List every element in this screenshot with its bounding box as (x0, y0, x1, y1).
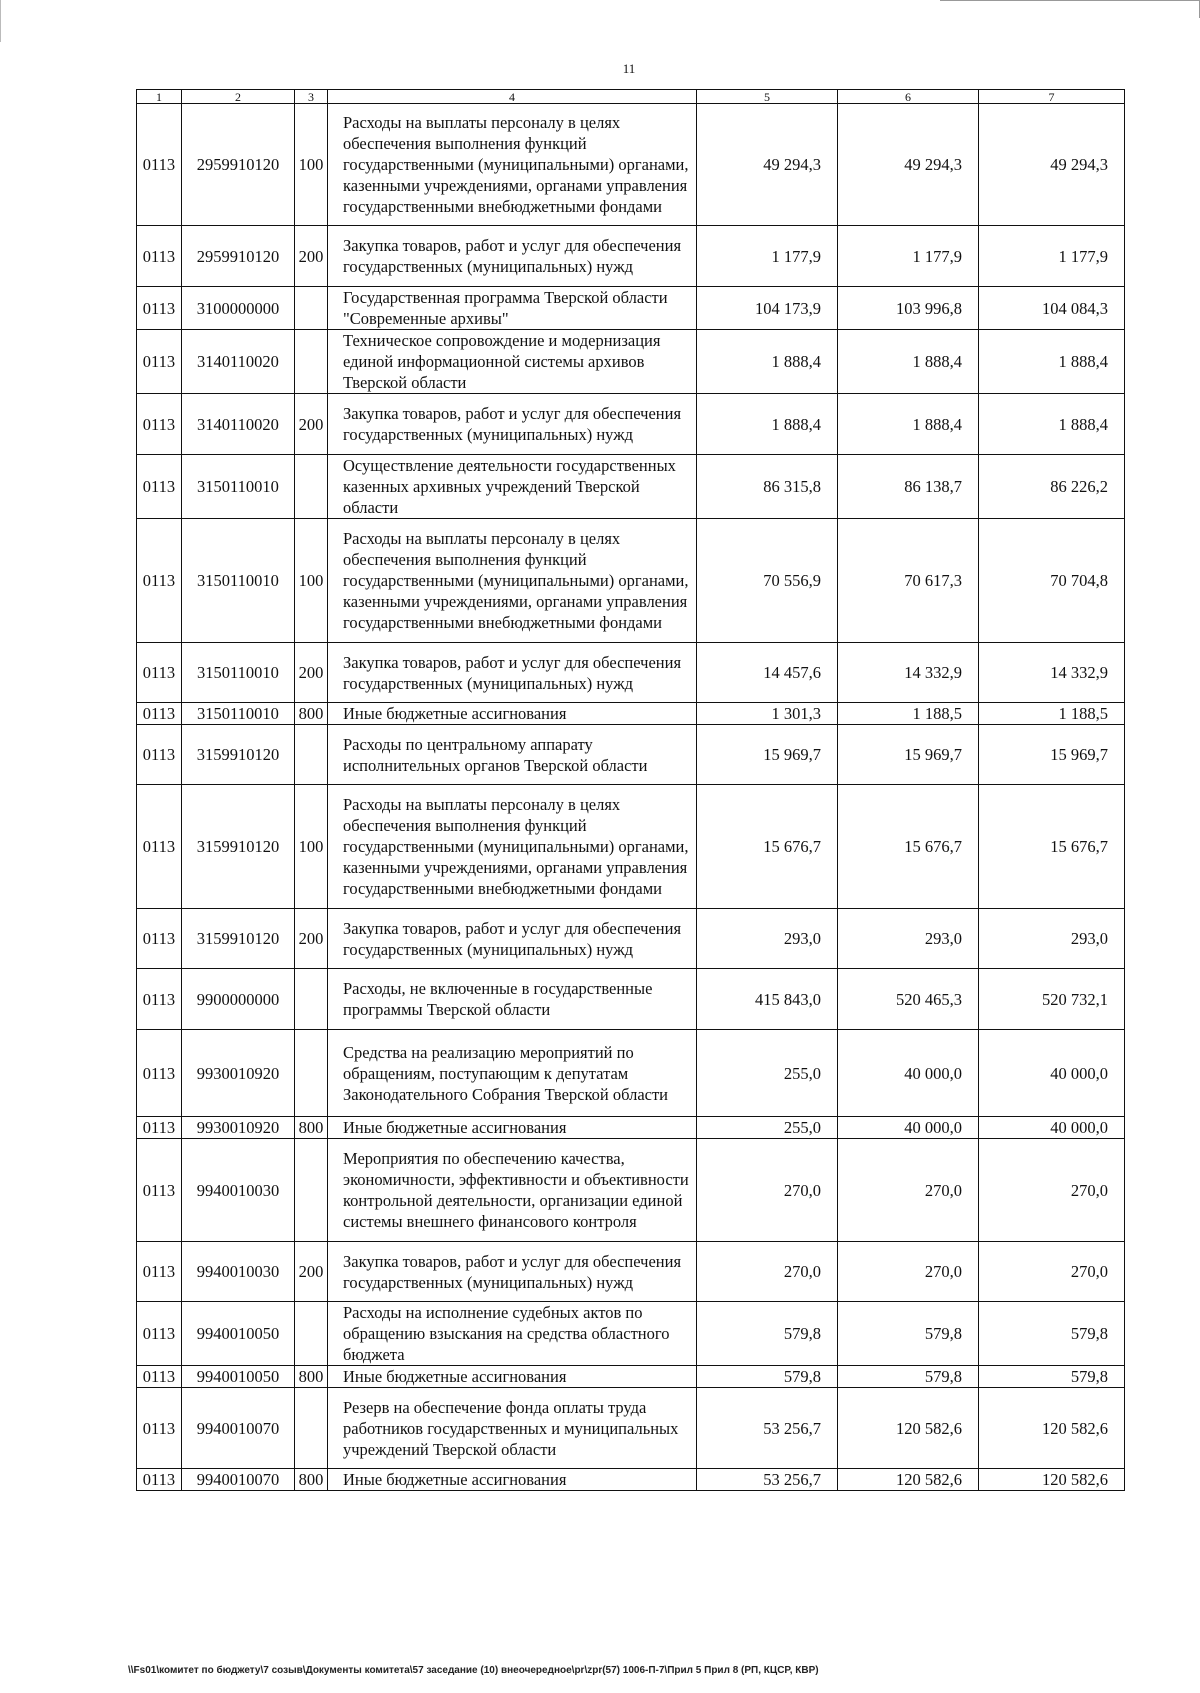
section-code-cell: 0113 (137, 643, 182, 703)
expense-type-cell: 100 (295, 104, 328, 226)
expense-type-cell: 800 (295, 703, 328, 725)
target-code-cell: 9930010920 (182, 1030, 295, 1117)
target-code-cell: 3140110020 (182, 330, 295, 394)
amount-col5-cell: 1 177,9 (697, 226, 838, 287)
target-code-cell: 3140110020 (182, 394, 295, 455)
item-name-cell: Мероприятия по обеспечению качества, экономичности, эффективности и объективности контрольной деятельности, организации единой системы внешнего финансового контроля (328, 1139, 697, 1242)
amount-col7-cell: 40 000,0 (979, 1117, 1125, 1139)
amount-col6-cell: 270,0 (838, 1242, 979, 1302)
amount-col7-cell: 1 888,4 (979, 394, 1125, 455)
expense-type-cell: 800 (295, 1469, 328, 1491)
file-path-footer: \\Fs01\комитет по бюджету\7 созыв\Документы комитета\57 заседание (10) внеочередное\pr\zpr(57) 1006-П-7\Прил 5 Прил 8 (РП, КЦСР, КВР) (128, 1665, 819, 1676)
section-code-cell: 0113 (137, 1242, 182, 1302)
section-code-cell: 0113 (137, 969, 182, 1030)
header-row (137, 90, 1125, 104)
amount-col7-cell: 70 704,8 (979, 519, 1125, 643)
table-row (137, 1242, 1125, 1302)
section-code-cell: 0113 (137, 287, 182, 330)
table-row (137, 1469, 1125, 1491)
item-name-cell: Средства на реализацию мероприятий по обращениям, поступающим к депутатам Законодательного Собрания Тверской области (328, 1030, 697, 1117)
item-name-cell: Иные бюджетные ассигнования (328, 703, 697, 725)
expense-type-cell: 100 (295, 519, 328, 643)
target-code-cell: 9940010030 (182, 1139, 295, 1242)
target-code-cell: 3159910120 (182, 909, 295, 969)
amount-col7-cell: 120 582,6 (979, 1469, 1125, 1491)
amount-col7-cell: 15 969,7 (979, 725, 1125, 785)
item-name-cell: Расходы на выплаты персоналу в целях обеспечения выполнения функций государственными (муниципальными) органами, казенными учреждениями, органами управления государственными внебюджетными фондами (328, 104, 697, 226)
target-code-cell: 3150110010 (182, 643, 295, 703)
amount-col7-cell: 86 226,2 (979, 455, 1125, 519)
amount-col7-cell: 14 332,9 (979, 643, 1125, 703)
amount-col5-cell: 1 301,3 (697, 703, 838, 725)
expense-type-cell: 200 (295, 394, 328, 455)
target-code-cell: 9930010920 (182, 1117, 295, 1139)
item-name-cell: Расходы на выплаты персоналу в целях обеспечения выполнения функций государственными (муниципальными) органами, казенными учреждениями, органами управления государственными внебюджетными фондами (328, 785, 697, 909)
amount-col6-cell: 120 582,6 (838, 1388, 979, 1469)
amount-col7-cell: 579,8 (979, 1366, 1125, 1388)
table-row (137, 909, 1125, 969)
expense-type-cell (295, 969, 328, 1030)
amount-col7-cell: 104 084,3 (979, 287, 1125, 330)
amount-col5-cell: 579,8 (697, 1366, 838, 1388)
amount-col7-cell: 293,0 (979, 909, 1125, 969)
amount-col5-cell: 49 294,3 (697, 104, 838, 226)
expense-type-cell: 800 (295, 1366, 328, 1388)
section-code-cell: 0113 (137, 703, 182, 725)
expense-type-cell (295, 455, 328, 519)
item-name-cell: Резерв на обеспечение фонда оплаты труда работников государственных и муниципальных учреждений Тверской области (328, 1388, 697, 1469)
amount-col5-cell: 104 173,9 (697, 287, 838, 330)
table-row (137, 226, 1125, 287)
amount-col6-cell: 1 188,5 (838, 703, 979, 725)
table-row (137, 1117, 1125, 1139)
item-name-cell: Иные бюджетные ассигнования (328, 1117, 697, 1139)
amount-col5-cell: 255,0 (697, 1117, 838, 1139)
amount-col6-cell: 293,0 (838, 909, 979, 969)
item-name-cell: Закупка товаров, работ и услуг для обеспечения государственных (муниципальных) нужд (328, 909, 697, 969)
amount-col7-cell: 49 294,3 (979, 104, 1125, 226)
amount-col7-cell: 15 676,7 (979, 785, 1125, 909)
table-row (137, 1388, 1125, 1469)
target-code-cell: 3150110010 (182, 703, 295, 725)
target-code-cell: 3150110010 (182, 519, 295, 643)
amount-col7-cell: 579,8 (979, 1302, 1125, 1366)
target-code-cell: 2959910120 (182, 226, 295, 287)
column-header: 3 (295, 90, 328, 104)
amount-col7-cell: 270,0 (979, 1242, 1125, 1302)
section-code-cell: 0113 (137, 1388, 182, 1469)
amount-col6-cell: 15 969,7 (838, 725, 979, 785)
item-name-cell: Иные бюджетные ассигнования (328, 1469, 697, 1491)
table-row (137, 969, 1125, 1030)
section-code-cell: 0113 (137, 1117, 182, 1139)
amount-col7-cell: 120 582,6 (979, 1388, 1125, 1469)
section-code-cell: 0113 (137, 1302, 182, 1366)
column-header: 1 (137, 90, 182, 104)
item-name-cell: Государственная программа Тверской области "Современные архивы" (328, 287, 697, 330)
expense-type-cell (295, 1388, 328, 1469)
expense-type-cell: 200 (295, 226, 328, 287)
amount-col5-cell: 53 256,7 (697, 1388, 838, 1469)
item-name-cell: Техническое сопровождение и модернизация единой информационной системы архивов Тверской области (328, 330, 697, 394)
item-name-cell: Осуществление деятельности государственных казенных архивных учреждений Тверской области (328, 455, 697, 519)
amount-col5-cell: 53 256,7 (697, 1469, 838, 1491)
column-header: 2 (182, 90, 295, 104)
item-name-cell: Расходы, не включенные в государственные программы Тверской области (328, 969, 697, 1030)
amount-col6-cell: 103 996,8 (838, 287, 979, 330)
section-code-cell: 0113 (137, 1469, 182, 1491)
section-code-cell: 0113 (137, 1366, 182, 1388)
item-name-cell: Иные бюджетные ассигнования (328, 1366, 697, 1388)
amount-col6-cell: 70 617,3 (838, 519, 979, 643)
item-name-cell: Расходы на выплаты персоналу в целях обеспечения выполнения функций государственными (муниципальными) органами, казенными учреждениями, органами управления государственными внебюджетными фондами (328, 519, 697, 643)
amount-col7-cell: 40 000,0 (979, 1030, 1125, 1117)
item-name-cell: Закупка товаров, работ и услуг для обеспечения государственных (муниципальных) нужд (328, 394, 697, 455)
target-code-cell: 2959910120 (182, 104, 295, 226)
amount-col5-cell: 1 888,4 (697, 394, 838, 455)
target-code-cell: 3159910120 (182, 785, 295, 909)
table-row (137, 1302, 1125, 1366)
section-code-cell: 0113 (137, 1139, 182, 1242)
expense-type-cell: 100 (295, 785, 328, 909)
table-row (137, 725, 1125, 785)
expense-type-cell (295, 1030, 328, 1117)
column-header: 4 (328, 90, 697, 104)
item-name-cell: Расходы на исполнение судебных актов по обращению взыскания на средства областного бюджета (328, 1302, 697, 1366)
amount-col6-cell: 579,8 (838, 1302, 979, 1366)
table-row (137, 330, 1125, 394)
amount-col5-cell: 415 843,0 (697, 969, 838, 1030)
amount-col7-cell: 520 732,1 (979, 969, 1125, 1030)
section-code-cell: 0113 (137, 785, 182, 909)
amount-col5-cell: 70 556,9 (697, 519, 838, 643)
amount-col5-cell: 1 888,4 (697, 330, 838, 394)
amount-col5-cell: 270,0 (697, 1242, 838, 1302)
amount-col6-cell: 1 888,4 (838, 394, 979, 455)
table-row (137, 703, 1125, 725)
table-row (137, 287, 1125, 330)
page-number: 11 (622, 61, 636, 76)
amount-col5-cell: 15 676,7 (697, 785, 838, 909)
target-code-cell: 9940010030 (182, 1242, 295, 1302)
expense-type-cell (295, 1139, 328, 1242)
table-row (137, 455, 1125, 519)
item-name-cell: Закупка товаров, работ и услуг для обеспечения государственных (муниципальных) нужд (328, 643, 697, 703)
table-row (137, 519, 1125, 643)
expense-type-cell (295, 1302, 328, 1366)
target-code-cell: 9900000000 (182, 969, 295, 1030)
table-row (137, 104, 1125, 226)
section-code-cell: 0113 (137, 909, 182, 969)
scan-edge-mark (0, 0, 1, 42)
amount-col7-cell: 1 177,9 (979, 226, 1125, 287)
table-row (137, 1030, 1125, 1117)
amount-col6-cell: 1 177,9 (838, 226, 979, 287)
amount-col5-cell: 14 457,6 (697, 643, 838, 703)
column-header: 7 (979, 90, 1125, 104)
table-row (137, 1366, 1125, 1388)
amount-col6-cell: 520 465,3 (838, 969, 979, 1030)
amount-col6-cell: 86 138,7 (838, 455, 979, 519)
amount-col6-cell: 15 676,7 (838, 785, 979, 909)
section-code-cell: 0113 (137, 725, 182, 785)
scan-edge-mark (940, 0, 1200, 1)
amount-col6-cell: 1 888,4 (838, 330, 979, 394)
section-code-cell: 0113 (137, 519, 182, 643)
expense-type-cell: 200 (295, 909, 328, 969)
target-code-cell: 3150110010 (182, 455, 295, 519)
amount-col6-cell: 49 294,3 (838, 104, 979, 226)
amount-col5-cell: 255,0 (697, 1030, 838, 1117)
target-code-cell: 3159910120 (182, 725, 295, 785)
amount-col6-cell: 270,0 (838, 1139, 979, 1242)
amount-col6-cell: 120 582,6 (838, 1469, 979, 1491)
amount-col6-cell: 14 332,9 (838, 643, 979, 703)
budget-table (136, 89, 1125, 1491)
amount-col5-cell: 270,0 (697, 1139, 838, 1242)
amount-col5-cell: 86 315,8 (697, 455, 838, 519)
table-row (137, 1139, 1125, 1242)
section-code-cell: 0113 (137, 330, 182, 394)
amount-col5-cell: 15 969,7 (697, 725, 838, 785)
amount-col6-cell: 40 000,0 (838, 1030, 979, 1117)
target-code-cell: 9940010050 (182, 1302, 295, 1366)
section-code-cell: 0113 (137, 394, 182, 455)
target-code-cell: 3100000000 (182, 287, 295, 330)
section-code-cell: 0113 (137, 104, 182, 226)
amount-col5-cell: 293,0 (697, 909, 838, 969)
item-name-cell: Расходы по центральному аппарату исполнительных органов Тверской области (328, 725, 697, 785)
amount-col7-cell: 270,0 (979, 1139, 1125, 1242)
target-code-cell: 9940010070 (182, 1388, 295, 1469)
expense-type-cell: 200 (295, 1242, 328, 1302)
expense-type-cell (295, 287, 328, 330)
expense-type-cell: 800 (295, 1117, 328, 1139)
item-name-cell: Закупка товаров, работ и услуг для обеспечения государственных (муниципальных) нужд (328, 1242, 697, 1302)
section-code-cell: 0113 (137, 1030, 182, 1117)
section-code-cell: 0113 (137, 226, 182, 287)
amount-col6-cell: 579,8 (838, 1366, 979, 1388)
target-code-cell: 9940010070 (182, 1469, 295, 1491)
expense-type-cell (295, 725, 328, 785)
table-row (137, 785, 1125, 909)
amount-col5-cell: 579,8 (697, 1302, 838, 1366)
table-row (137, 394, 1125, 455)
amount-col6-cell: 40 000,0 (838, 1117, 979, 1139)
expense-type-cell: 200 (295, 643, 328, 703)
column-header: 6 (838, 90, 979, 104)
amount-col7-cell: 1 888,4 (979, 330, 1125, 394)
target-code-cell: 9940010050 (182, 1366, 295, 1388)
column-header: 5 (697, 90, 838, 104)
item-name-cell: Закупка товаров, работ и услуг для обеспечения государственных (муниципальных) нужд (328, 226, 697, 287)
amount-col7-cell: 1 188,5 (979, 703, 1125, 725)
section-code-cell: 0113 (137, 455, 182, 519)
expense-type-cell (295, 330, 328, 394)
table-row (137, 643, 1125, 703)
